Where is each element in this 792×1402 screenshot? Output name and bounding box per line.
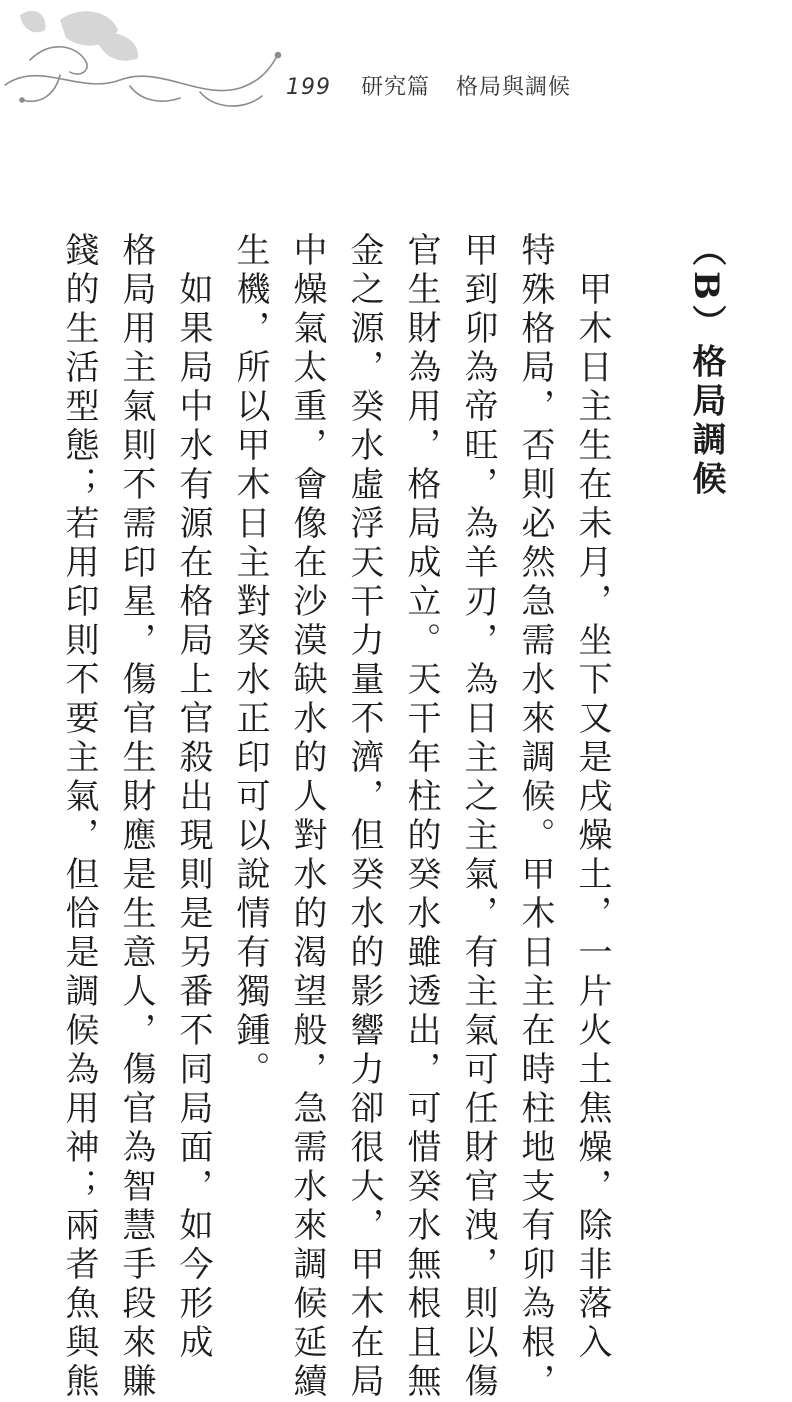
chapter-title: 格局與調候 (456, 75, 572, 100)
text-column-8: 如果局中水有源在格局上官殺出現則是另番不同局面，如今形成 (173, 232, 213, 1363)
text-column-6: 中燥氣太重，會像在沙漠缺水的人對水的渴望般，急需水來調候延續 (287, 232, 327, 1402)
spacer (620, 232, 677, 242)
floral-ornament (0, 0, 300, 130)
text-column-9: 格局用主氣則不需印星，傷官生財應是生意人，傷官為智慧手段來賺 (116, 232, 156, 1402)
text-column-4: 官生財為用，格局成立。天干年柱的癸水雖透出，可惜癸水無根且無 (401, 232, 441, 1402)
text-column-3: 甲到卯為帝旺，為羊刃，為日主之主氣，有主氣可任財官洩，則以傷 (458, 232, 498, 1402)
running-header (286, 70, 571, 101)
section-label: 研究篇 (361, 75, 431, 100)
text-column-7: 生機，所以甲木日主對癸水正印可以說情有獨鍾。 (230, 232, 270, 1090)
text-column-2: 特殊格局，否則必然急需水來調候。甲木日主在時柱地支有卯為根， (515, 232, 555, 1402)
vertical-body-text (50, 232, 734, 1402)
page-number: 199 (286, 75, 331, 100)
text-column-10: 錢的生活型態；若用印則不要主氣，但恰是調候為用神；兩者魚與熊 (59, 232, 99, 1402)
section-heading: （B）格局調候 (686, 232, 726, 500)
text-column-1: 甲木日主生在未月，坐下又是戌燥土，一片火土焦燥，除非落入 (572, 232, 612, 1363)
text-column-5: 金之源，癸水虛浮天干力量不濟，但癸水的影響力卻很大，甲木在局 (344, 232, 384, 1402)
